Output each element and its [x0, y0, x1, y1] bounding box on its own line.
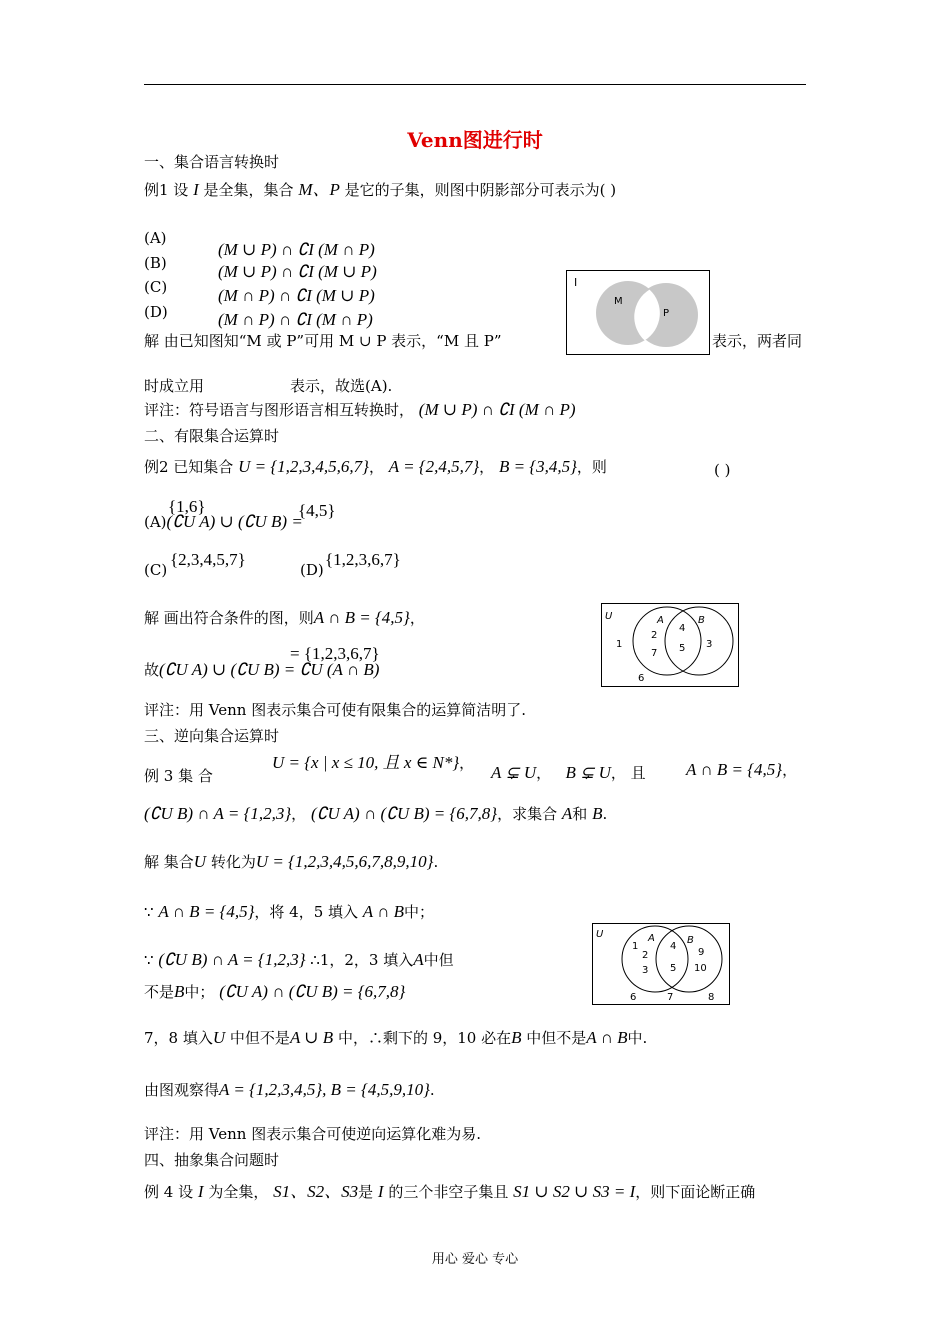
text: 解 画出符合条件的图，则 — [144, 609, 314, 627]
venn-element-2: 2 — [642, 950, 649, 961]
venn-element-6: 6 — [630, 992, 637, 1003]
section-1-heading: 一、集合语言转换时 — [144, 153, 280, 171]
formula: (∁U B) ∩ A = {1,2,3} — [144, 804, 292, 823]
text: ，求集合 — [497, 805, 558, 823]
label: (A) — [144, 513, 167, 531]
formula: U = {1,2,3,4,5,6,7,8,9,10} — [255, 852, 434, 871]
venn-element-9: 9 — [698, 947, 705, 958]
venn-label-B: B — [687, 935, 694, 946]
formula: A ⊊ U — [491, 763, 537, 782]
example-4-question — [144, 1182, 755, 1202]
sep: ， — [536, 764, 552, 782]
text: ∴1，2，3 填入 — [310, 951, 414, 969]
math-B: B — [511, 1028, 522, 1047]
venn-diagram-2 — [601, 603, 741, 689]
option-c-formula — [218, 286, 375, 306]
text: ，将 4，5 填入 — [254, 903, 359, 921]
example-3-question: 例 3 集 合 — [144, 767, 213, 785]
venn-element-5: 5 — [670, 963, 677, 974]
formula: A ∩ B = {4,5} — [313, 608, 410, 627]
venn-label-M: M — [614, 296, 623, 307]
venn-element-4: 4 — [670, 941, 677, 952]
text: 和 — [572, 805, 588, 823]
text: . — [433, 853, 439, 871]
text: . — [602, 805, 608, 823]
math-A: A — [561, 804, 573, 823]
text: 中但不是 — [526, 1029, 587, 1047]
solution-2-line-2 — [144, 660, 379, 680]
answer-paren: ( ) — [714, 461, 731, 479]
section-4-heading: 四、抽象集合问题时 — [144, 1151, 280, 1169]
example-3-intersection — [686, 760, 797, 780]
math-B: B — [592, 804, 603, 823]
solution-3-line-6 — [144, 1080, 435, 1100]
sep: ， 且 — [610, 764, 646, 782]
text: 评注：符号语言与图形语言相互转换时， — [144, 401, 415, 419]
math-U: U — [212, 1028, 226, 1047]
text: 7，8 填入 — [144, 1029, 213, 1047]
header-rule — [144, 84, 806, 85]
formula: A ∩ B — [362, 902, 405, 921]
text: 中，∴剩下的 9，10 必在 — [337, 1029, 512, 1047]
formula: U = {x | x ≤ 10, 且 x ∈ N*} — [272, 753, 460, 772]
option-d-label: (D) — [144, 303, 168, 321]
option-a-formula — [218, 240, 375, 260]
math-I: I — [197, 1182, 204, 1201]
sep: ， — [459, 754, 475, 772]
text: 例2 已知集合 — [144, 458, 234, 476]
sep: ， — [291, 805, 307, 823]
text: 表示，故选(A). — [290, 377, 393, 395]
section-2-heading: 二、有限集合运算时 — [144, 427, 280, 445]
solution-1-line-1 — [144, 331, 502, 351]
set-B: B = {3,4,5} — [498, 457, 577, 476]
venn-diagram-1 — [566, 270, 712, 356]
text: 时成立用 — [144, 377, 205, 395]
venn-element-1: 1 — [632, 941, 639, 952]
page-footer: 用心 爱心 专心 — [431, 1252, 519, 1267]
value: {1,6} — [168, 497, 206, 516]
value: {1,2,3,6,7} — [325, 550, 401, 569]
option-b-formula — [218, 262, 377, 282]
option-d-label: (D) — [300, 561, 324, 579]
formula: (M ∪ P) ∩ ∁I (M ∩ P) — [218, 240, 375, 259]
text: 例 4 设 — [144, 1183, 194, 1201]
text: 故 — [144, 661, 160, 679]
venn-label-U: U — [596, 929, 604, 940]
venn-label-A: A — [648, 933, 655, 944]
option-b-value — [298, 501, 336, 521]
venn-element-8: 8 — [708, 992, 715, 1003]
formula: (∁U A) ∩ (∁U B) = {6,7,8} — [310, 804, 498, 823]
solution-3-line-2 — [144, 902, 434, 922]
text: 转化为 — [210, 853, 256, 871]
text: 中； — [184, 983, 215, 1001]
set-U: U = {1,2,3,4,5,6,7} — [238, 457, 369, 476]
venn-element-7: 7 — [651, 648, 658, 659]
option-a-line — [144, 512, 303, 532]
solution-1-line-1-tail: 表示，两者同 — [712, 332, 803, 350]
solution-3-line-1 — [144, 852, 438, 872]
text: 是它的子集，则图中阴影部分可表示为( ) — [344, 181, 617, 199]
formula: A ∪ B — [289, 1028, 334, 1047]
text: 为全集， — [208, 1183, 269, 1201]
formula: (M ∪ P) ∩ ∁I (M ∪ P) — [218, 262, 377, 281]
text: ，则 — [576, 458, 607, 476]
venn-element-7: 7 — [667, 992, 674, 1003]
solution-3-line-4 — [144, 982, 405, 1002]
venn-diagram-3 — [592, 923, 732, 1007]
example-3-set-U — [272, 753, 474, 773]
option-d-formula — [218, 310, 373, 330]
option-a-label: (A) — [144, 229, 167, 247]
formula: S1 ∪ S2 ∪ S3 = I — [513, 1182, 636, 1201]
formula: (∁U B) ∩ A = {1,2,3} — [158, 950, 306, 969]
text: 解 由已知图知“M 或 P”可用 M ∪ P 表示，“M 且 P” — [144, 332, 502, 350]
solution-3-line-3 — [144, 950, 454, 970]
formula: B ⊊ U — [565, 763, 611, 782]
section-3-heading: 三、逆向集合运算时 — [144, 727, 280, 745]
text: 中. — [627, 1029, 648, 1047]
math-MP: M、P — [298, 180, 340, 199]
venn-element-2: 2 — [651, 630, 658, 641]
text: 中但不是 — [229, 1029, 290, 1047]
text: 由图观察得 — [144, 1081, 220, 1099]
value: = {1,2,3,6,7} — [290, 644, 380, 663]
text: 不是 — [144, 983, 175, 1001]
venn-element-5: 5 — [679, 643, 686, 654]
example-3-line-2 — [144, 804, 607, 824]
solution-2-line-1 — [144, 608, 425, 628]
comment-1 — [144, 400, 576, 420]
value: {2,3,4,5,7} — [170, 550, 246, 569]
solution-1-line-2 — [144, 376, 392, 396]
math-A: A — [413, 950, 424, 969]
example-2-question — [144, 457, 607, 477]
formula: A ∩ B = {4,5} — [686, 760, 783, 779]
comment-3: 评注：用 Venn 图表示集合可使逆向运算化难为易. — [144, 1125, 481, 1143]
expr: (∁U A) ∪ (∁U B) = — [166, 512, 303, 531]
text: 的三个非空子集且 — [388, 1183, 509, 1201]
formula: A = {1,2,3,4,5}, B = {4,5,9,10} — [219, 1080, 430, 1099]
sep: ， — [368, 458, 384, 476]
math-B: B — [174, 982, 185, 1001]
text: 是 — [358, 1183, 374, 1201]
value: {4,5} — [298, 501, 336, 520]
venn-element-6: 6 — [638, 673, 645, 684]
option-c-label: (C) — [144, 561, 168, 579]
formula: (M ∩ P) ∩ ∁I (M ∪ P) — [218, 286, 375, 305]
venn-label-I: I — [574, 276, 578, 289]
venn-label-B: B — [698, 615, 705, 626]
comment-2: 评注：用 Venn 图表示集合可使有限集合的运算简洁明了. — [144, 701, 526, 719]
venn-element-4: 4 — [679, 623, 686, 634]
text: ， — [409, 609, 425, 627]
option-d-value — [325, 550, 401, 570]
formula: (∁U A) ∪ (∁U B) = ∁U (A ∩ B) — [159, 660, 380, 679]
option-c-value — [170, 550, 246, 570]
example-1-question — [144, 180, 616, 200]
venn-element-3: 3 — [706, 639, 713, 650]
option-b-label: (B) — [144, 254, 167, 272]
venn-label-P: P — [663, 308, 670, 319]
sep: ， — [782, 761, 798, 779]
formula: A ∩ B = {4,5} — [158, 902, 255, 921]
venn-label-A: A — [657, 615, 664, 626]
text: 中但 — [423, 951, 454, 969]
formula: (∁U A) ∩ (∁U B) = {6,7,8} — [219, 982, 406, 1001]
page-title: Venn图进行时 — [407, 128, 543, 152]
venn-element-3: 3 — [642, 965, 649, 976]
text: 解 集合 — [144, 853, 194, 871]
set-A: A = {2,4,5,7} — [388, 457, 480, 476]
formula: A ∩ B — [586, 1028, 628, 1047]
text: . — [429, 1081, 435, 1099]
example-3-conditions — [491, 763, 646, 783]
solution-3-line-5 — [144, 1028, 647, 1048]
text: 例1 设 — [144, 181, 189, 199]
math-I: I — [193, 180, 199, 199]
math-S: S1、S2、S3 — [273, 1182, 359, 1201]
venn-element-1: 1 — [616, 639, 623, 650]
math-U: U — [193, 852, 207, 871]
text: ，则下面论断正确 — [635, 1183, 756, 1201]
venn-label-U: U — [605, 611, 613, 622]
text: ∵ — [144, 951, 154, 969]
venn-element-10: 10 — [694, 963, 707, 974]
formula: (M ∩ P) ∩ ∁I (M ∩ P) — [218, 310, 373, 329]
text: ∵ — [144, 903, 154, 921]
formula: (M ∪ P) ∩ ∁I (M ∩ P) — [418, 400, 576, 419]
text: 中； — [404, 903, 435, 921]
sep: ， — [479, 458, 495, 476]
math-I: I — [377, 1182, 384, 1201]
text: 是全集，集合 — [203, 181, 294, 199]
option-c-label: (C) — [144, 278, 168, 296]
